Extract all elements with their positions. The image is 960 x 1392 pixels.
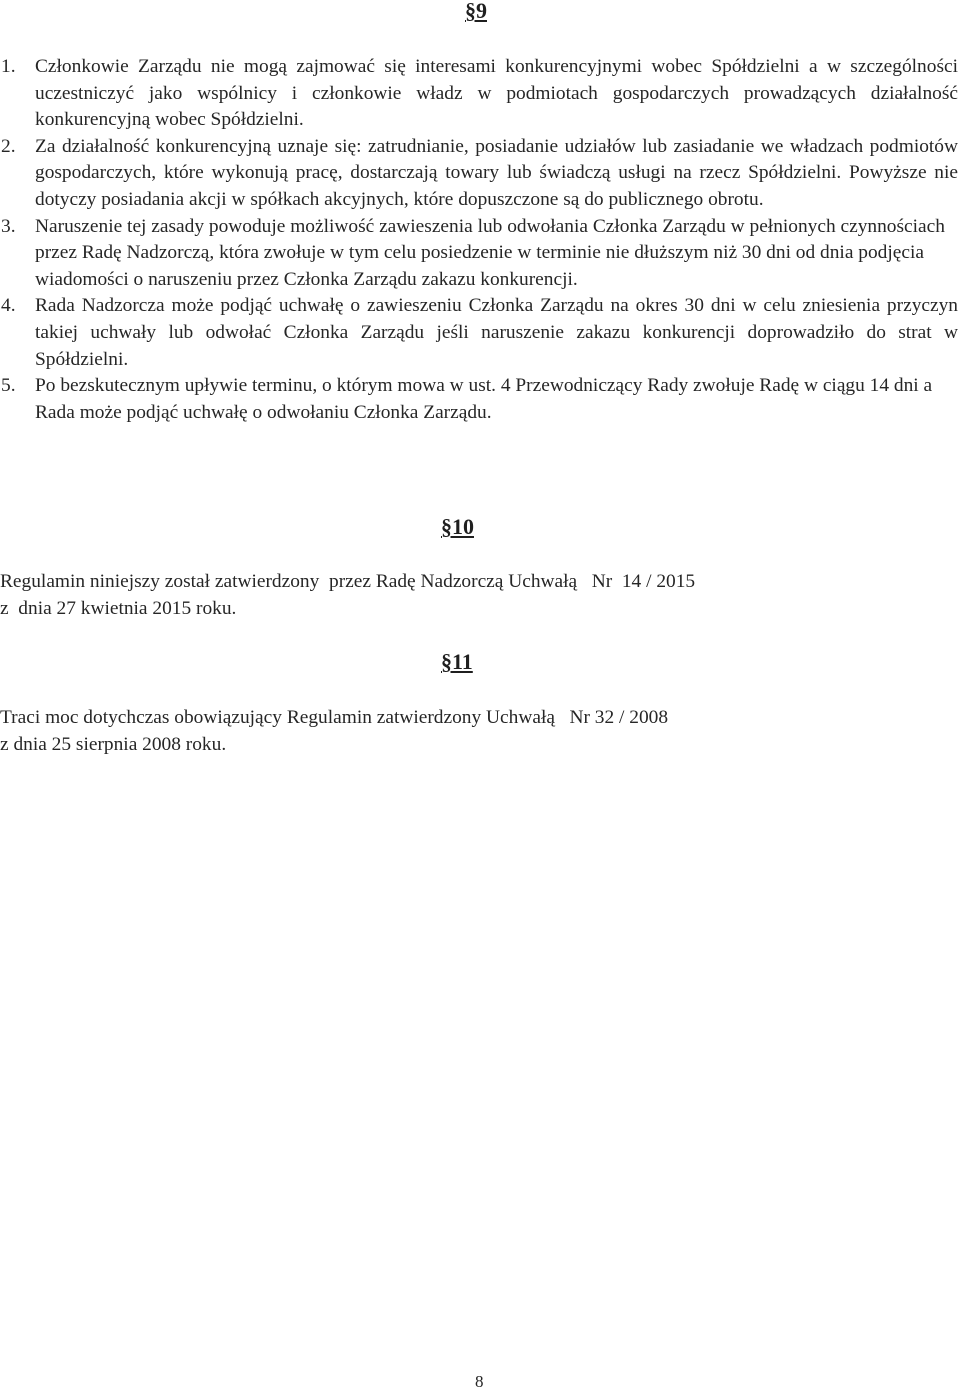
item-text: Za działalność konkurencyjną uznaje się: zatrudnianie, posiadanie udziałów lub zasiadanie we władzach podmiotów gospodarczych, które wykonują pracę, dostarczają towary lub świadczą usługi na rzecz Spółdzielni. Powyższe nie dotyczy posiadania akcji w spółkach akcyjnych, które dopuszczone są do publicznego obrotu. xyxy=(35,135,958,210)
list-item xyxy=(0,293,958,373)
section-9-list xyxy=(0,54,958,426)
item-number: 4. xyxy=(1,295,16,317)
list-item xyxy=(0,373,958,426)
item-number: 1. xyxy=(1,56,16,77)
item-number: 3. xyxy=(1,215,16,237)
list-item xyxy=(0,214,958,294)
item-text: Członkowie Zarządu nie mogą zajmować się interesami konkurencyjnymi wobec Spółdzielni a w szczególności uczestniczyć jako wspólnicy i członkowie władz w podmiotach gospodarczych prowadzących działalność konkurencyjną wobec Spółdzielni. xyxy=(35,56,958,131)
page-number: 8 xyxy=(475,1372,484,1391)
item-text: Naruszenie tej zasady powoduje możliwość zawieszenia lub odwołania Członka Zarządu w pełnionych czynnościach przez Radę Nadzorczą, która zwołuje w tym celu posiedzenie w terminie nie dłuższym niż 30 dni od dnia podjęcia wiadomości o naruszeniu przez Członka Zarządu zakazu konkurencji. xyxy=(35,215,945,290)
item-text: Po bezskutecznym upływie terminu, o którym mowa w ust. 4 Przewodniczący Rady zwołuje Radę w ciągu 14 dni a Rada może podjąć uchwałę o odwołaniu Członka Zarządu. xyxy=(35,375,933,423)
repeal-date-line: z dnia 25 sierpnia 2008 roku. xyxy=(0,733,227,755)
repeal-line: Traci moc dotychczas obowiązujący Regulamin zatwierdzony Uchwałą Nr 32 / 2008 xyxy=(0,707,669,728)
item-text: Rada Nadzorcza może podjąć uchwałę o zawieszeniu Członka Zarządu na okres 30 dni w celu zniesienia przyczyn takiej uchwały lub odwołać Członka Zarządu jeśli naruszenie zakazu konkurencji doprowadziło do strat w Spółdzielni. xyxy=(35,295,958,370)
section-9-heading: §9 xyxy=(465,0,487,23)
approval-date-line: z dnia 27 kwietnia 2015 roku. xyxy=(0,597,237,619)
item-number: 5. xyxy=(1,375,16,397)
list-item xyxy=(0,54,958,134)
approval-line: Regulamin niniejszy został zatwierdzony przez Radę Nadzorczą Uchwałą Nr 14 / 2015 xyxy=(0,571,696,592)
list-item xyxy=(0,134,958,214)
section-11-heading: §11 xyxy=(441,649,473,674)
section-10-heading: §10 xyxy=(441,514,474,539)
item-number: 2. xyxy=(1,135,16,157)
repeal-paragraph xyxy=(0,705,668,758)
approval-paragraph xyxy=(0,569,695,622)
